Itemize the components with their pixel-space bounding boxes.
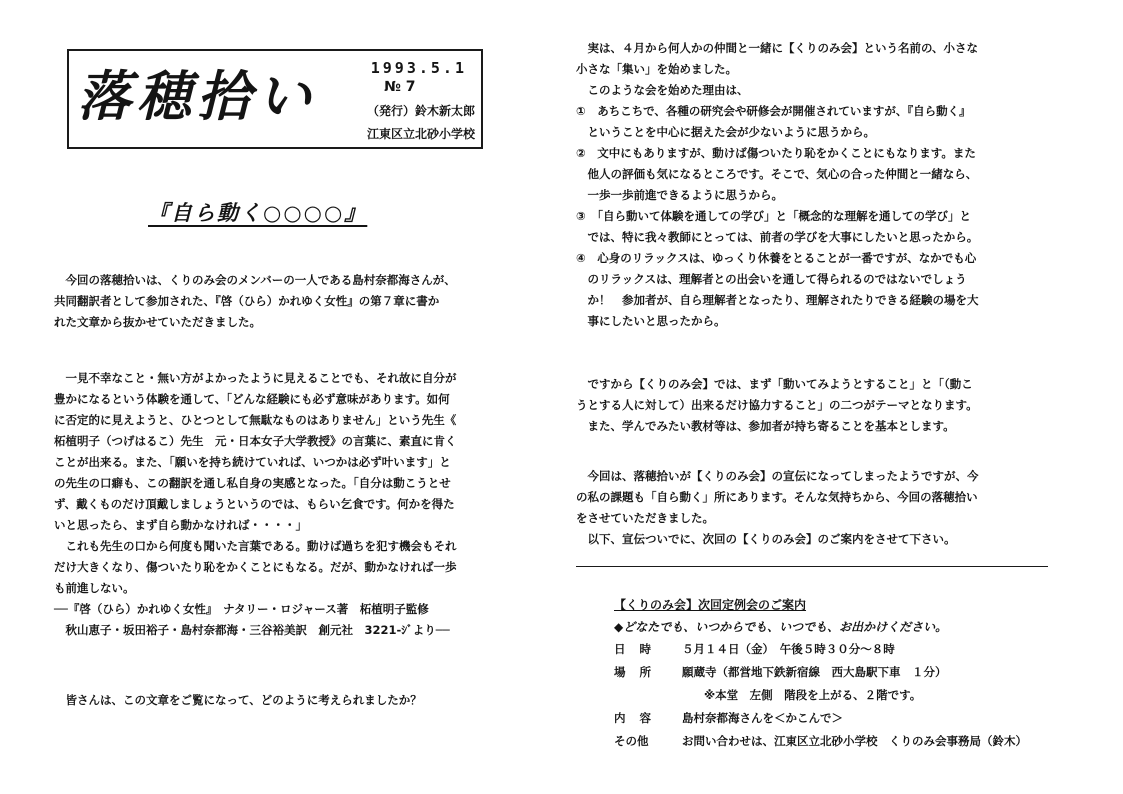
divider	[576, 566, 1048, 567]
theme-heading: 『自ら動く○○○○』	[148, 201, 368, 225]
paragraph	[576, 374, 978, 437]
info-row-datetime	[614, 641, 895, 657]
left-page	[0, 0, 561, 794]
meeting-info-title: 【くりのみ会】次回定例会のご案内	[614, 598, 807, 612]
text-line: このような会を始めた理由は、	[576, 83, 749, 97]
info-row-content	[614, 710, 843, 726]
meeting-motto: ◆どなたでも、いつからでも、いつでも、お出かけください。	[614, 620, 948, 634]
paragraph	[54, 368, 457, 641]
text-line: ず、戴くものだけ頂戴しましょうというのでは、もらい乞食です。何かを得た	[54, 497, 455, 511]
info-value: 島村奈都海さんを＜かこんで＞	[682, 711, 843, 725]
reason-item: 一歩一歩前進できるように思うから。	[576, 188, 783, 202]
info-row-place	[614, 664, 947, 680]
info-row-note	[614, 687, 921, 703]
paragraph	[54, 270, 456, 333]
info-key: 内容	[614, 711, 665, 725]
text-line: これも先生の口から何度も聞いた言葉である。動けば過ちを犯す機会もそれ	[54, 539, 457, 553]
publisher: （発行）鈴木新太郎	[367, 104, 476, 118]
text-line: 柘植明子（つげはるこ）先生 元・日本女子大学教授》の言葉に、素直に肯く	[54, 434, 457, 448]
info-value: お問い合わせは、江東区立北砂小学校 くりのみ会事務局（鈴木）	[682, 734, 1027, 748]
text-line: に否定的に見えようと、ひとつとして無駄なものはありません」という先生《	[54, 413, 457, 427]
paragraph	[54, 690, 422, 711]
reason-item: のリラックスは、理解者との出会いを通して得られるのではないでしょう	[576, 272, 967, 286]
info-key: 場所	[614, 665, 665, 679]
text-line: 豊かになるという体験を通して、「どんな経験にも必ず意味があります。如何	[54, 392, 450, 406]
school-name: 江東区立北砂小学校	[367, 127, 476, 141]
reason-item: ということを中心に据えた会が少ないように思うから。	[576, 125, 875, 139]
text-line: だけ大きくなり、傷ついたり恥をかくことにもなる。だが、動かなければ一歩	[54, 560, 457, 574]
reason-item: 事にしたいと思ったから。	[576, 314, 726, 328]
masthead	[67, 49, 483, 149]
newsletter-title: 落穂拾い	[77, 64, 317, 128]
text-line: うとする人に対して）出来るだけ協力すること」の二つがテーマとなります。	[576, 398, 978, 412]
text-line: また、学んでみたい教材等は、参加者が持ち寄ることを基本とします。	[576, 419, 955, 433]
text-line: れた文章から抜かせていただきました。	[54, 315, 261, 329]
text-line: いと思ったら、まず自ら動かなければ・・・・」	[54, 518, 307, 532]
reason-item: か！ 参加者が、自ら理解者となったり、理解されたりできる経験の場を大	[576, 293, 979, 307]
issue-number: № 7	[384, 79, 416, 95]
info-value: ※本堂 左側 階段を上がる、２階です。	[704, 688, 922, 702]
issue-date: 1993.5.1	[370, 59, 467, 77]
text-line: 実は、４月から何人かの仲間と一緒に【くりのみ会】という名前の、小さな	[576, 41, 979, 55]
text-line: の私の課題も「自ら動く」所にあります。そんな気持ちから、今回の落穂拾い	[576, 490, 978, 504]
info-value: 願蔵寺（都営地下鉄新宿線 西大島駅下車 １分）	[682, 665, 947, 679]
text-line: 以下、宣伝ついでに、次回の【くりのみ会】のご案内をさせて下さい。	[576, 532, 956, 546]
citation-line: 秋山恵子・坂田裕子・島村奈都海・三谷裕美訳 創元社 3221-ｼﾞより──	[54, 623, 450, 637]
paragraph	[576, 466, 979, 550]
paragraph	[576, 38, 979, 332]
reason-item: 他人の評価も気になるところです。そこで、気心の合った仲間と一緒なら、	[576, 167, 978, 181]
reason-item: ② 文中にもありますが、動けば傷ついたり恥をかくことにもなります。また	[576, 146, 976, 160]
text-line: をさせていただきました。	[576, 511, 714, 525]
text-line: 小さな「集い」を始めました。	[576, 62, 737, 76]
reason-item: ① あちこちで、各種の研究会や研修会が開催されていますが、『自ら動く』	[576, 104, 971, 118]
reason-item: ④ 心身のリラックスは、ゆっくり休養をとることが一番ですが、なかでも心	[576, 251, 977, 265]
text-line: ことが出来る。また、「願いを持ち続けていれば、いつかは必ず叶います」と	[54, 455, 451, 469]
text-line: 一見不幸なこと・無い方がよかったように見えることでも、それ故に自分が	[54, 371, 457, 385]
text-line: 今回の落穂拾いは、くりのみ会のメンバーの一人である島村奈都海さんが、	[54, 273, 456, 287]
closing-question: 皆さんは、この文章をご覧になって、どのように考えられましたか？	[54, 693, 422, 707]
reason-item: では、特に我々教師にとっては、前者の学びを大事にしたいと思ったから。	[576, 230, 979, 244]
reason-item: ③ 「自ら動いて体験を通しての学び」と「概念的な理解を通しての学び」と	[576, 209, 971, 223]
text-line: 今回は、落穂拾いが【くりのみ会】の宣伝になってしまったようですが、今	[576, 469, 979, 483]
citation-line: ──『啓（ひら）かれゆく女性』 ナタリー・ロジャース著 柘植明子監修	[54, 602, 429, 616]
info-key: その他	[614, 734, 649, 748]
text-line: も前進しない。	[54, 581, 135, 595]
text-line: 共同翻訳者として参加された、『啓（ひら）かれゆく女性』の第７章に書か	[54, 294, 440, 308]
info-value: ５月１４日（金） 午後５時３０分～８時	[682, 642, 895, 656]
info-key: 日時	[614, 642, 665, 656]
info-row-other	[614, 733, 1027, 749]
text-line: の先生の口癖も、この翻訳を通し私自身の実感となった。「自分は動こうとせ	[54, 476, 451, 490]
right-page	[562, 0, 1123, 794]
text-line: ですから【くりのみ会】では、まず「動いてみようとすること」と「（動こ	[576, 377, 973, 391]
